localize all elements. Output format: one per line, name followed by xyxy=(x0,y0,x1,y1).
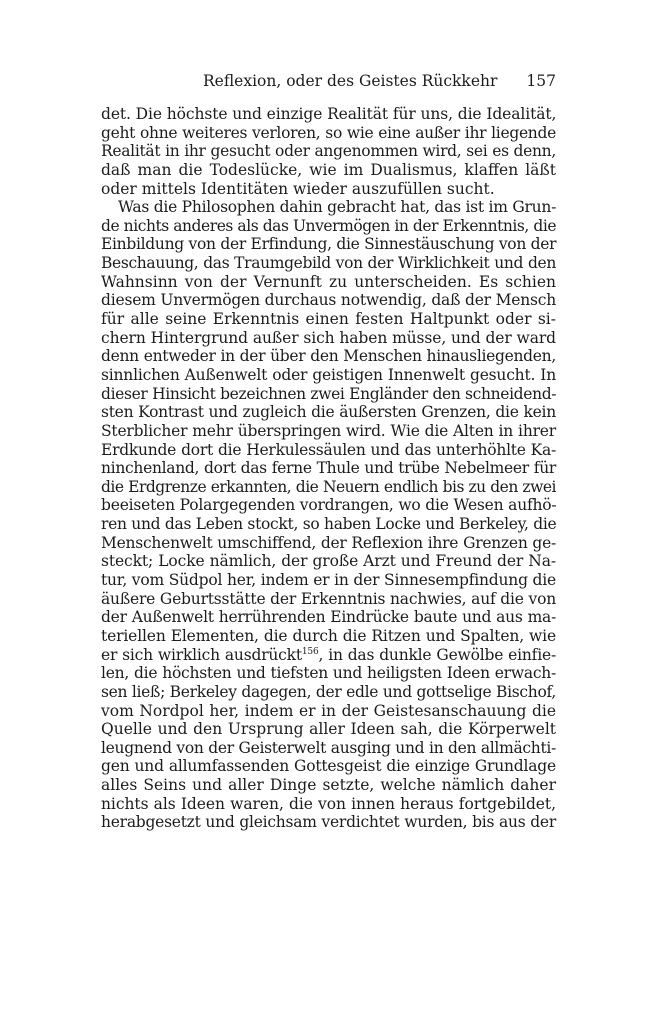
body-text xyxy=(101,105,556,832)
footnote-reference[interactable]: 156 xyxy=(301,646,319,657)
footnote-line-end: , in das dunkle Gewölbe einfie- xyxy=(318,645,556,664)
text-line: Sterblicher mehr überspringen wird. Wie die Alten in ihrer xyxy=(101,421,556,440)
text-line: alles Seins und aller Dinge setzte, welche nämlich daher xyxy=(101,776,556,795)
text-line: die Erdgrenze erkannten, die Neuern endlich bis zu den zwei xyxy=(101,477,556,496)
text-line: chern Hintergrund außer sich haben müsse, und der ward xyxy=(101,328,556,347)
text-line: de nichts anderes als das Unvermögen in der Erkenntnis, die xyxy=(101,216,557,235)
text-line: der Außenwelt herrührenden Eindrücke baute und aus ma- xyxy=(101,608,556,627)
paragraph-start-line: Was die Philosophen dahin gebracht hat, das ist im Grun- xyxy=(118,198,557,217)
paragraph-end-line: oder mittels Identitäten wieder auszufüllen sucht. xyxy=(101,179,495,198)
text-line: Menschenwelt umschiffend, der Reflexion ihre Grenzen ge- xyxy=(101,533,556,552)
text-line: tur, vom Südpol her, indem er in der Sinnesempfindung die xyxy=(101,571,556,590)
running-head xyxy=(101,70,556,92)
text-line: ninchenland, dort das ferne Thule und trübe Nebelmeer für xyxy=(101,459,556,478)
text-line: sinnlichen Außenwelt oder geistigen Innenwelt gesucht. In xyxy=(101,365,556,384)
text-line: ren und das Leben stockt, so haben Locke und Berkeley, die xyxy=(101,515,557,534)
text-line: gen und allumfassenden Gottesgeist die einzige Grundlage xyxy=(101,757,556,776)
text-line: Erdkunde dort die Herkulessäulen und das unterhöhlte Ka- xyxy=(101,440,556,459)
text-line: nichts als Ideen waren, die von innen heraus fortgebildet, xyxy=(101,794,556,813)
text-line: äußere Geburtsstätte der Erkenntnis nachwies, auf die von xyxy=(101,589,556,608)
text-line: denn entweder in der über den Menschen hinausliegenden, xyxy=(101,347,556,366)
text-line: leugnend von der Geisterwelt ausging und in den allmächti- xyxy=(101,738,556,757)
text-line: herabgesetzt und gleichsam verdichtet wurden, bis aus der xyxy=(101,813,556,832)
footnote-line xyxy=(101,646,556,665)
text-line: Beschauung, das Traumgebild von der Wirklichkeit und den xyxy=(101,254,556,273)
text-line: diesem Unvermögen durchaus notwendig, daß der Mensch xyxy=(101,291,557,310)
text-line: vom Nordpol her, indem er in der Geistesanschauung die xyxy=(101,701,556,720)
text-line: daß man die Todeslücke, wie im Dualismus, klaffen läßt xyxy=(101,160,556,179)
page-number: 157 xyxy=(526,72,556,90)
text-line: Wahnsinn von der Vernunft zu unterscheiden. Es schien xyxy=(101,272,556,291)
text-line: sten Kontrast und zugleich die äußersten Grenzen, die kein xyxy=(101,403,556,422)
text-line: Einbildung von der Erfindung, die Sinnestäuschung von der xyxy=(101,235,557,254)
text-line: für alle seine Erkenntnis einen festen Haltpunkt oder si- xyxy=(101,310,556,329)
text-line: sen ließ; Berkeley dagegen, der edle und gottselige Bischof, xyxy=(101,682,556,701)
footnote-line-start: er sich wirklich ausdrückt xyxy=(101,645,302,664)
text-line: Quelle und den Ursprung aller Ideen sah, die Körperwelt xyxy=(101,720,556,739)
text-line: steckt; Locke nämlich, der große Arzt und Freund der Na- xyxy=(101,552,556,571)
text-line: geht ohne weiteres verloren, so wie eine außer ihr liegende xyxy=(101,123,556,142)
text-line: len, die höchsten und tiefsten und heiligsten Ideen erwach- xyxy=(101,664,556,683)
text-line: dieser Hinsicht bezeichnen zwei Engländer den schneidend- xyxy=(101,384,557,403)
text-line: Realität in ihr gesucht oder angenommen wird, sei es denn, xyxy=(101,142,556,161)
text-line: det. Die höchste und einzige Realität für uns, die Idealität, xyxy=(101,105,557,123)
running-title: Reflexion, oder des Geistes Rückkehr xyxy=(203,72,498,90)
text-line: beeiseten Polargegenden vordrangen, wo die Wesen aufhö- xyxy=(101,496,557,515)
text-line: teriellen Elementen, die durch die Ritzen und Spalten, wie xyxy=(101,626,556,645)
